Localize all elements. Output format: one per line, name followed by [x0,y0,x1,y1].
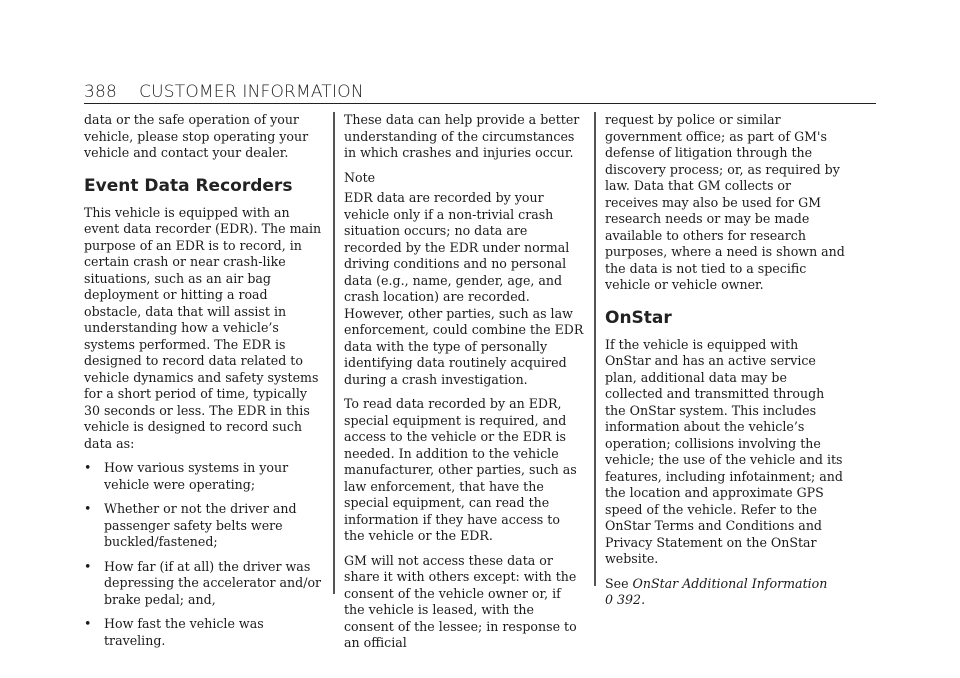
gm-access-paragraph: GM will not access these data or share it with others except: with the consent of the vehicle owner or, if the vehicle is leased, with the consent of the lessee; in response to an official [344,552,577,650]
list-item: • Whether or not the driver and passenger safety belts were buckled/fastened; [84,501,297,549]
onstar-additional-info-link[interactable]: OnStar Additional Information [632,575,828,591]
page-header [84,82,364,102]
column-divider [594,112,596,586]
header-rule [84,103,876,104]
event-data-recorders-heading: Event Data Recorders [84,175,293,196]
page-ref-icon: 0 [605,592,614,607]
read-data-paragraph: To read data recorded by an EDR, special equipment is required, and access to the vehicle or the EDR is needed. In addition to the vehicle manufacturer, other parties, such as law enforcement, that have the special equipment, can read the information if they have access to the vehicle or the EDR. [344,396,577,543]
column-2 [344,112,584,660]
bullet-icon: • [84,616,92,631]
request-paragraph: request by police or similar government office; as part of GM's defense of litigation through the discovery process; or, as required by law. Data that GM collects or receives may also be used for GM research needs or may be made available to others for research purposes, where a need is shown and the data is not tied to a specific vehicle or vehicle owner. [605,112,845,292]
page-ref-number[interactable]: 392. [617,592,646,607]
page-number: 388 [84,82,118,102]
see-reference: See OnStar Additional Information 0 392. [605,575,828,607]
list-item: • How far (if at all) the driver was depressing the accelerator and/or brake pedal; and, [84,558,322,607]
onstar-paragraph: If the vehicle is equipped with OnStar and has an active service plan, additional data may be collected and transmitted through the OnStar system. This includes information about the vehicle’s operation; collisions involving the vehicle; the use of the vehicle and its features, including infotainment; and the location and approximate GPS speed of the vehicle. Refer to the OnStar Terms and Conditions and Privacy Statement on the OnStar website. [605,336,843,566]
onstar-heading: OnStar [605,307,672,328]
edr-paragraph: This vehicle is equipped with an event data recorder (EDR). The main purpose of an EDR is to record, in certain crash or near crash-like situations, such as an air bag deployment or hitting a road obstacle, data that will assist in understanding how a vehicle’s systems performed. The EDR is designed to record data related to vehicle dynamics and safety systems for a short period of time, typically 30 seconds or less. The EDR in this vehicle is designed to record such data as: [84,204,322,451]
bullet-icon: • [84,460,92,475]
edr-bullet-list [84,460,324,649]
intro-paragraph: data or the safe operation of your vehicle, please stop operating your vehicle and contact your dealer. [84,112,309,160]
bullet-icon: • [84,501,92,516]
column-divider [333,112,335,594]
column-1 [84,112,324,657]
note-label: Note [344,169,376,185]
list-item: • How fast the vehicle was traveling. [84,616,264,648]
column-3 [605,112,845,617]
bullet-icon: • [84,558,92,574]
note-paragraph: EDR data are recorded by your vehicle only if a non-trivial crash situation occurs; no data are recorded by the EDR under normal driving conditions and no personal data (e.g., name, gender, age, and crash location) are recorded. However, other parties, such as law enforcement, could combine the EDR data with the type of personally identifying data routinely acquired during a crash investigation. [344,190,584,387]
circumstances-paragraph: These data can help provide a better understanding of the circumstances in which crashes and injuries occur. [344,112,580,160]
list-item: • How various systems in your vehicle were operating; [84,460,289,492]
section-title: CUSTOMER INFORMATION [139,82,364,102]
